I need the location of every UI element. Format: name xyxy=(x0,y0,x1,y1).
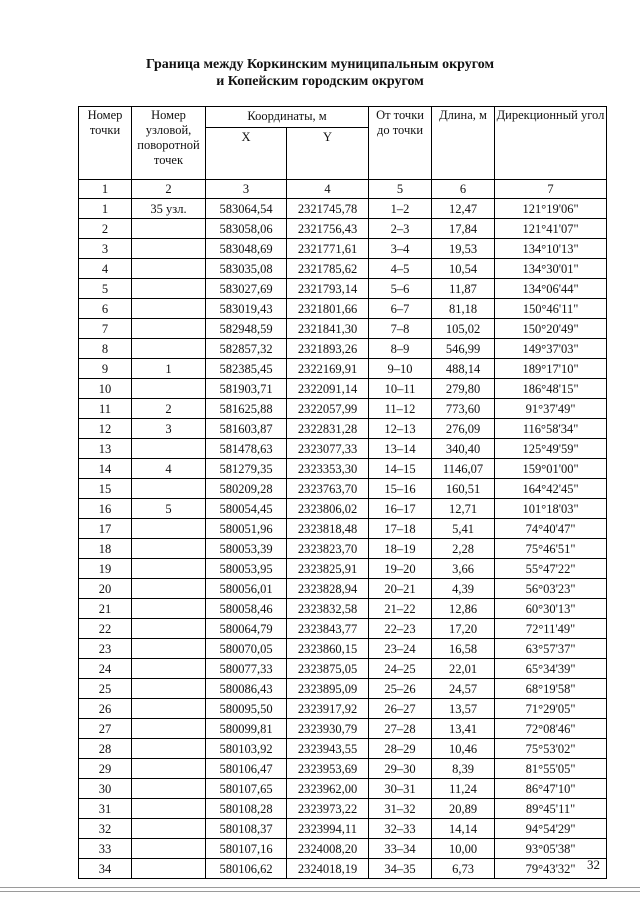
cell-direction-angle: 72°08'46" xyxy=(495,719,607,739)
cell-y: 2323895,09 xyxy=(287,679,369,699)
cell-from-to: 25–26 xyxy=(369,679,432,699)
table-row xyxy=(79,519,607,539)
cell-y: 2323806,02 xyxy=(287,499,369,519)
cell-x: 580106,47 xyxy=(206,759,287,779)
cell-x: 580209,28 xyxy=(206,479,287,499)
cell-y: 2323943,55 xyxy=(287,739,369,759)
cell-length: 16,58 xyxy=(432,639,495,659)
cell-direction-angle: 164°42'45" xyxy=(495,479,607,499)
cell-x: 582857,32 xyxy=(206,339,287,359)
cell-direction-angle: 186°48'15" xyxy=(495,379,607,399)
table-row xyxy=(79,459,607,479)
cell-x: 583027,69 xyxy=(206,279,287,299)
cell-from-to: 33–34 xyxy=(369,839,432,859)
cell-direction-angle: 149°37'03" xyxy=(495,339,607,359)
cell-from-to: 7–8 xyxy=(369,319,432,339)
cell-point-no: 19 xyxy=(79,559,132,579)
table-row xyxy=(79,479,607,499)
cell-direction-angle: 125°49'59" xyxy=(495,439,607,459)
cell-length: 19,53 xyxy=(432,239,495,259)
table-row xyxy=(79,699,607,719)
cell-x: 580107,65 xyxy=(206,779,287,799)
cell-direction-angle: 56°03'23" xyxy=(495,579,607,599)
cell-length: 12,86 xyxy=(432,599,495,619)
cell-length: 5,41 xyxy=(432,519,495,539)
cell-length: 13,57 xyxy=(432,699,495,719)
bottom-divider xyxy=(0,891,640,892)
cell-x: 581625,88 xyxy=(206,399,287,419)
cell-y: 2323077,33 xyxy=(287,439,369,459)
cell-point-no: 22 xyxy=(79,619,132,639)
cell-node-no xyxy=(132,279,206,299)
cell-point-no: 17 xyxy=(79,519,132,539)
cell-point-no: 30 xyxy=(79,779,132,799)
cell-x: 580053,95 xyxy=(206,559,287,579)
cell-y: 2323860,15 xyxy=(287,639,369,659)
cell-x: 583064,54 xyxy=(206,199,287,219)
cell-node-no xyxy=(132,779,206,799)
cell-y: 2323953,69 xyxy=(287,759,369,779)
cell-from-to: 18–19 xyxy=(369,539,432,559)
cell-point-no: 7 xyxy=(79,319,132,339)
table-row xyxy=(79,379,607,399)
cell-length: 546,99 xyxy=(432,339,495,359)
cell-node-no xyxy=(132,759,206,779)
cell-node-no xyxy=(132,559,206,579)
column-number-row xyxy=(79,180,607,199)
title-line-1: Граница между Коркинским муниципальным округом xyxy=(145,57,495,72)
table-row xyxy=(79,839,607,859)
cell-node-no xyxy=(132,539,206,559)
cell-node-no: 2 xyxy=(132,399,206,419)
table-row xyxy=(79,339,607,359)
cell-from-to: 30–31 xyxy=(369,779,432,799)
column-number: 2 xyxy=(132,180,206,199)
cell-node-no xyxy=(132,319,206,339)
cell-point-no: 12 xyxy=(79,419,132,439)
cell-direction-angle: 81°55'05" xyxy=(495,759,607,779)
cell-point-no: 16 xyxy=(79,499,132,519)
cell-y: 2321756,43 xyxy=(287,219,369,239)
cell-length: 160,51 xyxy=(432,479,495,499)
table-row xyxy=(79,739,607,759)
cell-direction-angle: 75°53'02" xyxy=(495,739,607,759)
table-row xyxy=(79,259,607,279)
cell-length: 105,02 xyxy=(432,319,495,339)
cell-x: 580108,37 xyxy=(206,819,287,839)
table-row xyxy=(79,359,607,379)
cell-point-no: 5 xyxy=(79,279,132,299)
cell-x: 580099,81 xyxy=(206,719,287,739)
cell-from-to: 11–12 xyxy=(369,399,432,419)
cell-node-no: 3 xyxy=(132,419,206,439)
cell-x: 580106,62 xyxy=(206,859,287,879)
table-row xyxy=(79,399,607,419)
cell-point-no: 9 xyxy=(79,359,132,379)
cell-length: 17,20 xyxy=(432,619,495,639)
cell-point-no: 13 xyxy=(79,439,132,459)
column-number: 5 xyxy=(369,180,432,199)
cell-node-no xyxy=(132,239,206,259)
cell-length: 10,54 xyxy=(432,259,495,279)
table-row xyxy=(79,539,607,559)
cell-x: 580054,45 xyxy=(206,499,287,519)
cell-length: 10,46 xyxy=(432,739,495,759)
cell-direction-angle: 134°10'13" xyxy=(495,239,607,259)
cell-point-no: 2 xyxy=(79,219,132,239)
cell-y: 2323763,70 xyxy=(287,479,369,499)
cell-y: 2323353,30 xyxy=(287,459,369,479)
cell-length: 14,14 xyxy=(432,819,495,839)
cell-x: 580070,05 xyxy=(206,639,287,659)
cell-point-no: 33 xyxy=(79,839,132,859)
cell-direction-angle: 93°05'38" xyxy=(495,839,607,859)
cell-from-to: 15–16 xyxy=(369,479,432,499)
cell-from-to: 27–28 xyxy=(369,719,432,739)
cell-direction-angle: 121°19'06" xyxy=(495,199,607,219)
cell-y: 2323825,91 xyxy=(287,559,369,579)
cell-point-no: 10 xyxy=(79,379,132,399)
cell-from-to: 32–33 xyxy=(369,819,432,839)
cell-x: 581903,71 xyxy=(206,379,287,399)
cell-length: 12,47 xyxy=(432,199,495,219)
cell-y: 2323973,22 xyxy=(287,799,369,819)
cell-node-no xyxy=(132,339,206,359)
header-point-no: Номер точки xyxy=(79,107,132,180)
cell-node-no xyxy=(132,299,206,319)
cell-x: 580053,39 xyxy=(206,539,287,559)
cell-from-to: 28–29 xyxy=(369,739,432,759)
cell-from-to: 12–13 xyxy=(369,419,432,439)
cell-node-no: 35 узл. xyxy=(132,199,206,219)
cell-y: 2323828,94 xyxy=(287,579,369,599)
cell-from-to: 19–20 xyxy=(369,559,432,579)
cell-direction-angle: 68°19'58" xyxy=(495,679,607,699)
cell-y: 2323962,00 xyxy=(287,779,369,799)
cell-direction-angle: 60°30'13" xyxy=(495,599,607,619)
cell-node-no xyxy=(132,619,206,639)
title-line-2: и Копейским городским округом xyxy=(216,74,424,89)
cell-direction-angle: 55°47'22" xyxy=(495,559,607,579)
cell-from-to: 1–2 xyxy=(369,199,432,219)
cell-length: 8,39 xyxy=(432,759,495,779)
table-row xyxy=(79,419,607,439)
cell-x: 580051,96 xyxy=(206,519,287,539)
cell-node-no xyxy=(132,739,206,759)
cell-direction-angle: 116°58'34" xyxy=(495,419,607,439)
cell-length: 81,18 xyxy=(432,299,495,319)
column-number: 1 xyxy=(79,180,132,199)
table-row xyxy=(79,819,607,839)
table-body xyxy=(79,199,607,879)
cell-x: 580056,01 xyxy=(206,579,287,599)
cell-x: 580064,79 xyxy=(206,619,287,639)
cell-node-no xyxy=(132,839,206,859)
cell-from-to: 21–22 xyxy=(369,599,432,619)
column-number: 7 xyxy=(495,180,607,199)
cell-length: 1146,07 xyxy=(432,459,495,479)
cell-direction-angle: 134°30'01" xyxy=(495,259,607,279)
cell-direction-angle: 89°45'11" xyxy=(495,799,607,819)
cell-node-no: 5 xyxy=(132,499,206,519)
cell-node-no xyxy=(132,719,206,739)
cell-from-to: 22–23 xyxy=(369,619,432,639)
cell-y: 2323818,48 xyxy=(287,519,369,539)
header-direction-angle: Дирекционный угол xyxy=(495,107,607,180)
table-row xyxy=(79,759,607,779)
cell-from-to: 16–17 xyxy=(369,499,432,519)
cell-length: 279,80 xyxy=(432,379,495,399)
cell-from-to: 31–32 xyxy=(369,799,432,819)
cell-direction-angle: 150°46'11" xyxy=(495,299,607,319)
cell-node-no xyxy=(132,699,206,719)
cell-x: 580058,46 xyxy=(206,599,287,619)
cell-node-no xyxy=(132,219,206,239)
cell-from-to: 24–25 xyxy=(369,659,432,679)
cell-point-no: 4 xyxy=(79,259,132,279)
cell-direction-angle: 74°40'47" xyxy=(495,519,607,539)
cell-point-no: 14 xyxy=(79,459,132,479)
cell-y: 2321793,14 xyxy=(287,279,369,299)
cell-node-no xyxy=(132,439,206,459)
table-row xyxy=(79,659,607,679)
cell-y: 2323843,77 xyxy=(287,619,369,639)
cell-y: 2323875,05 xyxy=(287,659,369,679)
cell-point-no: 8 xyxy=(79,339,132,359)
cell-from-to: 4–5 xyxy=(369,259,432,279)
cell-point-no: 32 xyxy=(79,819,132,839)
cell-direction-angle: 94°54'29" xyxy=(495,819,607,839)
cell-from-to: 2–3 xyxy=(369,219,432,239)
cell-point-no: 20 xyxy=(79,579,132,599)
table-row xyxy=(79,679,607,699)
cell-from-to: 9–10 xyxy=(369,359,432,379)
table-row xyxy=(79,639,607,659)
cell-length: 773,60 xyxy=(432,399,495,419)
cell-direction-angle: 159°01'00" xyxy=(495,459,607,479)
header-from-to: От точки до точки xyxy=(369,107,432,180)
boundary-points-table xyxy=(78,106,607,879)
cell-y: 2323917,92 xyxy=(287,699,369,719)
cell-y: 2321785,62 xyxy=(287,259,369,279)
cell-node-no xyxy=(132,659,206,679)
cell-x: 580095,50 xyxy=(206,699,287,719)
table-row xyxy=(79,439,607,459)
cell-point-no: 26 xyxy=(79,699,132,719)
cell-from-to: 34–35 xyxy=(369,859,432,879)
cell-length: 276,09 xyxy=(432,419,495,439)
cell-point-no: 25 xyxy=(79,679,132,699)
header-length: Длина, м xyxy=(432,107,495,180)
cell-direction-angle: 101°18'03" xyxy=(495,499,607,519)
header-node-no: Номер узловой, поворотной точек xyxy=(132,107,206,180)
cell-y: 2324018,19 xyxy=(287,859,369,879)
cell-x: 580077,33 xyxy=(206,659,287,679)
column-number: 3 xyxy=(206,180,287,199)
cell-length: 11,24 xyxy=(432,779,495,799)
cell-length: 24,57 xyxy=(432,679,495,699)
cell-point-no: 28 xyxy=(79,739,132,759)
cell-y: 2321771,61 xyxy=(287,239,369,259)
column-number: 4 xyxy=(287,180,369,199)
document-title xyxy=(0,56,640,90)
cell-y: 2321893,26 xyxy=(287,339,369,359)
cell-x: 581279,35 xyxy=(206,459,287,479)
cell-from-to: 14–15 xyxy=(369,459,432,479)
cell-node-no xyxy=(132,379,206,399)
cell-y: 2322091,14 xyxy=(287,379,369,399)
cell-y: 2323930,79 xyxy=(287,719,369,739)
cell-length: 12,71 xyxy=(432,499,495,519)
table-row xyxy=(79,799,607,819)
cell-from-to: 29–30 xyxy=(369,759,432,779)
cell-from-to: 6–7 xyxy=(369,299,432,319)
cell-point-no: 34 xyxy=(79,859,132,879)
cell-node-no xyxy=(132,599,206,619)
header-x: X xyxy=(206,128,287,180)
cell-node-no xyxy=(132,859,206,879)
cell-node-no: 1 xyxy=(132,359,206,379)
cell-node-no: 4 xyxy=(132,459,206,479)
cell-point-no: 24 xyxy=(79,659,132,679)
cell-x: 580086,43 xyxy=(206,679,287,699)
table-row xyxy=(79,599,607,619)
cell-direction-angle: 121°41'07" xyxy=(495,219,607,239)
cell-length: 11,87 xyxy=(432,279,495,299)
table-row xyxy=(79,719,607,739)
cell-length: 340,40 xyxy=(432,439,495,459)
cell-point-no: 18 xyxy=(79,539,132,559)
cell-y: 2324008,20 xyxy=(287,839,369,859)
cell-direction-angle: 75°46'51" xyxy=(495,539,607,559)
table-row xyxy=(79,619,607,639)
cell-point-no: 27 xyxy=(79,719,132,739)
cell-from-to: 5–6 xyxy=(369,279,432,299)
cell-length: 488,14 xyxy=(432,359,495,379)
table-row xyxy=(79,299,607,319)
cell-point-no: 11 xyxy=(79,399,132,419)
table-row xyxy=(79,219,607,239)
cell-y: 2321801,66 xyxy=(287,299,369,319)
cell-length: 17,84 xyxy=(432,219,495,239)
cell-x: 583035,08 xyxy=(206,259,287,279)
cell-direction-angle: 63°57'37" xyxy=(495,639,607,659)
cell-node-no xyxy=(132,579,206,599)
table-header xyxy=(79,107,607,199)
bottom-divider xyxy=(0,887,640,888)
cell-node-no xyxy=(132,479,206,499)
cell-from-to: 20–21 xyxy=(369,579,432,599)
cell-node-no xyxy=(132,799,206,819)
cell-y: 2323994,11 xyxy=(287,819,369,839)
cell-x: 580107,16 xyxy=(206,839,287,859)
table-row xyxy=(79,559,607,579)
table-row xyxy=(79,779,607,799)
cell-node-no xyxy=(132,819,206,839)
table-row xyxy=(79,279,607,299)
cell-length: 13,41 xyxy=(432,719,495,739)
cell-y: 2323832,58 xyxy=(287,599,369,619)
cell-x: 581603,87 xyxy=(206,419,287,439)
cell-direction-angle: 72°11'49" xyxy=(495,619,607,639)
cell-direction-angle: 189°17'10" xyxy=(495,359,607,379)
cell-y: 2322169,91 xyxy=(287,359,369,379)
cell-point-no: 15 xyxy=(79,479,132,499)
cell-y: 2322057,99 xyxy=(287,399,369,419)
cell-from-to: 23–24 xyxy=(369,639,432,659)
cell-x: 582948,59 xyxy=(206,319,287,339)
cell-direction-angle: 86°47'10" xyxy=(495,779,607,799)
cell-x: 583019,43 xyxy=(206,299,287,319)
cell-point-no: 23 xyxy=(79,639,132,659)
table-row xyxy=(79,199,607,219)
cell-x: 581478,63 xyxy=(206,439,287,459)
cell-point-no: 3 xyxy=(79,239,132,259)
cell-x: 583048,69 xyxy=(206,239,287,259)
cell-node-no xyxy=(132,519,206,539)
cell-direction-angle: 71°29'05" xyxy=(495,699,607,719)
column-number: 6 xyxy=(432,180,495,199)
cell-direction-angle: 91°37'49" xyxy=(495,399,607,419)
cell-x: 580103,92 xyxy=(206,739,287,759)
table-row xyxy=(79,859,607,879)
header-y: Y xyxy=(287,128,369,180)
page-number: 32 xyxy=(587,857,600,872)
cell-length: 6,73 xyxy=(432,859,495,879)
cell-point-no: 6 xyxy=(79,299,132,319)
table-row xyxy=(79,319,607,339)
cell-direction-angle: 134°06'44" xyxy=(495,279,607,299)
cell-length: 2,28 xyxy=(432,539,495,559)
cell-node-no xyxy=(132,639,206,659)
cell-point-no: 21 xyxy=(79,599,132,619)
cell-from-to: 17–18 xyxy=(369,519,432,539)
cell-length: 20,89 xyxy=(432,799,495,819)
table-row xyxy=(79,499,607,519)
cell-node-no xyxy=(132,259,206,279)
cell-y: 2322831,28 xyxy=(287,419,369,439)
cell-node-no xyxy=(132,679,206,699)
cell-direction-angle: 150°20'49" xyxy=(495,319,607,339)
cell-y: 2321745,78 xyxy=(287,199,369,219)
cell-length: 10,00 xyxy=(432,839,495,859)
table-row xyxy=(79,239,607,259)
cell-x: 582385,45 xyxy=(206,359,287,379)
table-row xyxy=(79,579,607,599)
cell-length: 22,01 xyxy=(432,659,495,679)
cell-point-no: 1 xyxy=(79,199,132,219)
header-coordinates: Координаты, м xyxy=(206,107,369,128)
cell-point-no: 31 xyxy=(79,799,132,819)
cell-from-to: 13–14 xyxy=(369,439,432,459)
cell-x: 580108,28 xyxy=(206,799,287,819)
cell-length: 4,39 xyxy=(432,579,495,599)
cell-from-to: 3–4 xyxy=(369,239,432,259)
cell-point-no: 29 xyxy=(79,759,132,779)
cell-from-to: 26–27 xyxy=(369,699,432,719)
cell-from-to: 8–9 xyxy=(369,339,432,359)
cell-direction-angle: 65°34'39" xyxy=(495,659,607,679)
cell-x: 583058,06 xyxy=(206,219,287,239)
cell-y: 2323823,70 xyxy=(287,539,369,559)
cell-from-to: 10–11 xyxy=(369,379,432,399)
cell-length: 3,66 xyxy=(432,559,495,579)
cell-y: 2321841,30 xyxy=(287,319,369,339)
cell-direction-angle: 79°43'32" xyxy=(495,859,607,879)
